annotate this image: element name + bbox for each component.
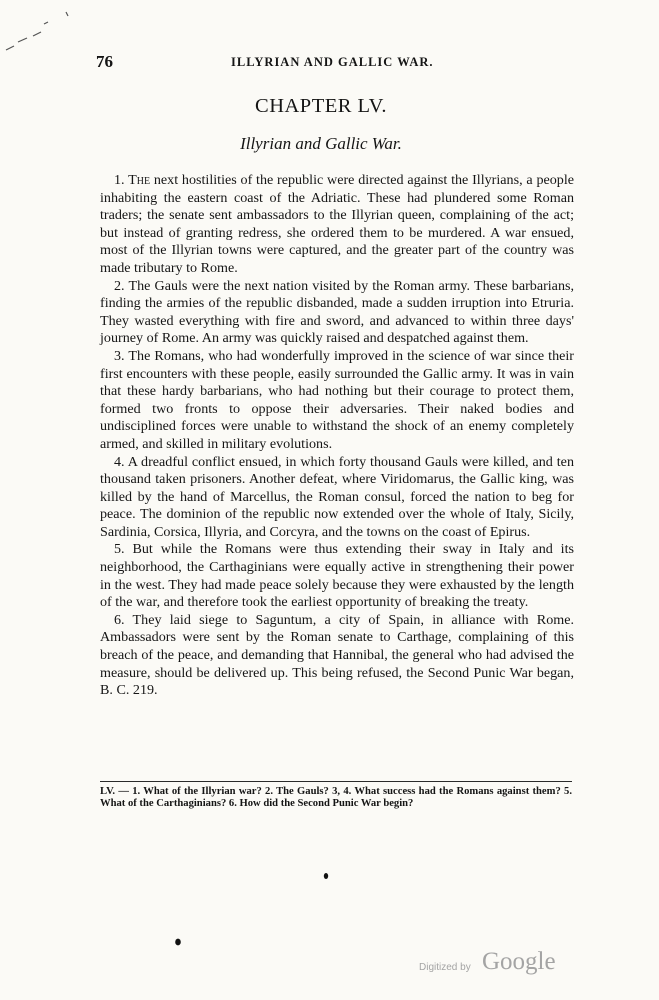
chapter-subtitle: Illyrian and Gallic War. [240,134,402,153]
chapter-title: CHAPTER LV. [255,95,387,117]
margin-mark [33,32,41,36]
watermark-prefix: Digitized by [419,962,471,973]
footnote-questions: LV. — 1. What of the Illyrian war? 2. The Gauls? 3, 4. What success had the Romans against them? 5. What of the Carthaginians? 6. How did the Second Punic War begin? [100,786,572,809]
page-number: 76 [96,52,113,71]
footnote-divider [100,781,572,782]
paragraph-text: 4. A dreadful conflict ensued, in which forty thousand Gauls were killed, and ten thousand taken prisoners. Another defeat, where Viridomarus, the Gallic king, was killed by the hand of Marcellus, the Roman consul, forced the nation to beg for peace. The dominion of the republic now extended over the whole of Italy, Sicily, Sardinia, Corsica, Illyria, and Corcyra, and the towns on the coast of Epirus. [100,453,574,540]
google-logo: Google [482,948,556,975]
ink-speck [324,873,328,879]
paragraph-opening: 1. The [114,172,151,188]
paragraph-6 [100,612,574,700]
paragraph-text: 6. They laid siege to Saguntum, a city of Spain, in alliance with Rome. Ambassadors were sent by the Roman senate to Carthage, complaining of this breach of the peace, and demanding that Hannibal, the general who had advised the measure, should be delivered up. This being refused, the Second Punic War began, B. C. 219. [100,611,574,699]
body-text [100,172,574,700]
page-header [96,52,546,74]
paragraph-text: next hostilities of the republic were directed against the Illyrians, a people inhabiting the eastern coast of the Adriatic. These had plundered some Roman traders; the senate sent ambassadors to the Illyrian queen, complaining of the act; but instead of granting redress, she ordered them to be murdered. A war ensued, most of the Illyrian towns were captured, and the greater part of the country was made tributary to Rome. [100,172,575,276]
paragraph-text: 5. But while the Romans were thus extending their sway in Italy and its neighborhood, the Carthaginians were equally active in strengthening their power in the west. They had made peace solely because they were exhausted by the length of the war, and therefore took the earliest opportunity of breaking the treaty. [100,541,574,611]
paragraph-1 [100,172,574,278]
paragraph-text: 3. The Romans, who had wonderfully improved in the science of war since their first encounters with these people, easily surrounded the Gallic army. It was in vain that these hardy barbarians, who had nothing but their courage to protect them, formed two fronts to oppose their adversaries. Their naked bodies and undisciplined forces were unable to withstand the shock of an enemy completely armed, and skilled in military evolutions. [100,347,574,452]
running-head: ILLYRIAN AND GALLIC WAR. [231,55,434,69]
paragraph-5 [100,541,574,611]
digitized-watermark [419,948,579,978]
ink-speck [175,939,181,946]
margin-mark [18,38,27,42]
margin-mark [66,12,68,16]
paragraph-4 [100,454,574,542]
margin-mark [6,46,14,50]
paragraph-text: 2. The Gauls were the next nation visited by the Roman army. These barbarians, finding the armies of the republic disbanded, made a sudden irruption into Etruria. They wasted everything with fire and sword, and advanced to within three days' journey of Rome. An army was quickly raised and despatched against them. [100,277,574,347]
paragraph-3 [100,348,574,454]
paragraph-2 [100,278,574,348]
margin-mark [44,22,48,24]
